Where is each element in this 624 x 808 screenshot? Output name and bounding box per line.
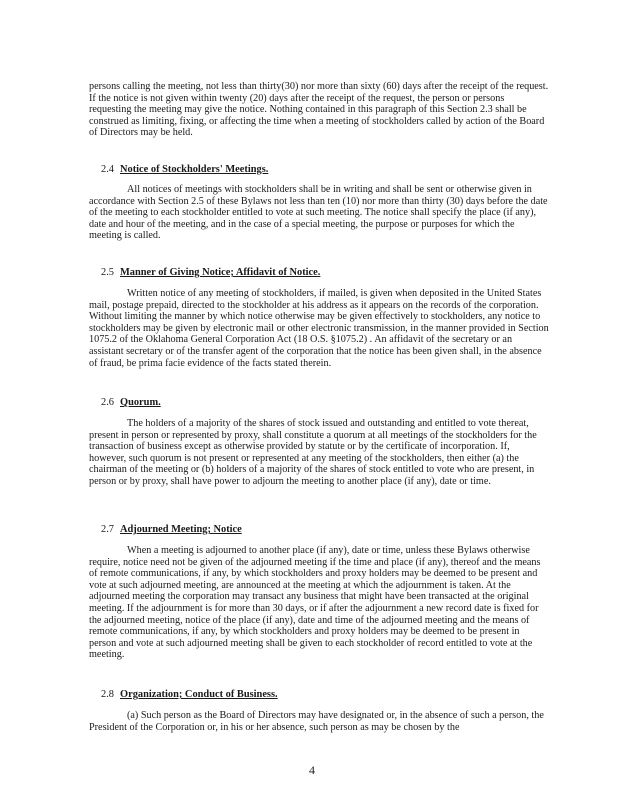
section-heading-2-8: [101, 689, 278, 701]
page-number: 4: [309, 763, 315, 777]
section-title: Quorum.: [120, 397, 161, 408]
section-heading-2-4: [101, 164, 268, 176]
section-body-2-5: Written notice of any meeting of stockholders, if mailed, is given when deposited in the United States mail, postage prepaid, directed to the stockholder at his address as it appears on the records of the corporation. Without limiting the manner by which notice otherwise may be given effectively to stockholders, any notice to stockholders may be given by electronic mail or other electronic transmission, in the manner provided in Section 1075.2 of the Oklahoma General Corporation Act (18 O.S. §1075.2) . An affidavit of the secretary or an assistant secretary or of the transfer agent of the corporation that the notice has been given shall, in the absence of fraud, be prima facie evidence of the facts stated therein.: [89, 288, 549, 369]
section-body-2-4: All notices of meetings with stockholders shall be in writing and shall be sent or otherwise given in accordance with Section 2.5 of these Bylaws not less than ten (10) nor more than thirty (30) days before the date of the meeting to each stockholder entitled to vote at such meeting. The notice shall specify the place (if any), date and hour of the meeting, and in the case of a special meeting, the purpose or purposes for which the meeting is called.: [89, 184, 548, 242]
intro-paragraph: persons calling the meeting, not less than thirty(30) nor more than sixty (60) days after the receipt of the request. If the notice is not given within twenty (20) days after the receipt of the request, the person or persons requesting the meeting may give the notice. Nothing contained in this paragraph of this Section 2.3 shall be construed as limiting, fixing, or affecting the time when a meeting of stockholders called by action of the Board of Directors may be held.: [89, 81, 549, 139]
section-heading-2-5: [101, 267, 320, 279]
section-heading-2-7: [101, 524, 242, 536]
section-heading-2-6: [101, 397, 161, 409]
section-number: 2.8: [101, 689, 114, 700]
section-number: 2.7: [101, 524, 114, 535]
section-title: Adjourned Meeting; Notice: [120, 524, 242, 535]
section-title: Organization; Conduct of Business.: [120, 689, 278, 700]
section-body-2-7: When a meeting is adjourned to another place (if any), date or time, unless these Bylaws otherwise require, notice need not be given of the adjourned meeting if the time and place (if any), thereof and the means of remote communications, if any, by which stockholders and proxy holders may be deemed to be present and vote at such adjourned meeting, are announced at the meeting at which the adjournment is taken. At the adjourned meeting the corporation may transact any business that might have been transacted at the original meeting. If the adjournment is for more than 30 days, or if after the adjournment a new record date is fixed for the adjourned meeting, notice of the place (if any), date and time of the adjourned meeting and the means of remote communications, if any, by which stockholders and proxy holders may be deemed to be present in person and vote at such adjourned meeting shall be given to each stockholder of record entitled to vote at the meeting.: [89, 545, 541, 661]
section-number: 2.6: [101, 397, 114, 408]
section-body-2-8: (a) Such person as the Board of Directors may have designated or, in the absence of such a person, the President of the Corporation or, in his or her absence, such person as may be chosen by the: [89, 710, 544, 733]
section-number: 2.5: [101, 267, 114, 278]
section-number: 2.4: [101, 164, 114, 175]
section-body-2-6: The holders of a majority of the shares of stock issued and outstanding and entitled to vote thereat, present in person or represented by proxy, shall constitute a quorum at all meetings of the stockholders for the transaction of business except as otherwise provided by statute or by the certificate of incorporation. If, however, such quorum is not present or represented at any meeting of the stockholders, then either (a) the chairman of the meeting or (b) holders of a majority of the shares of stock entitled to vote who are present, in person or by proxy, shall have power to adjourn the meeting to another place (if any), date or time.: [89, 418, 537, 487]
section-title: Manner of Giving Notice; Affidavit of Notice.: [120, 267, 321, 278]
section-title: Notice of Stockholders' Meetings.: [120, 164, 269, 175]
